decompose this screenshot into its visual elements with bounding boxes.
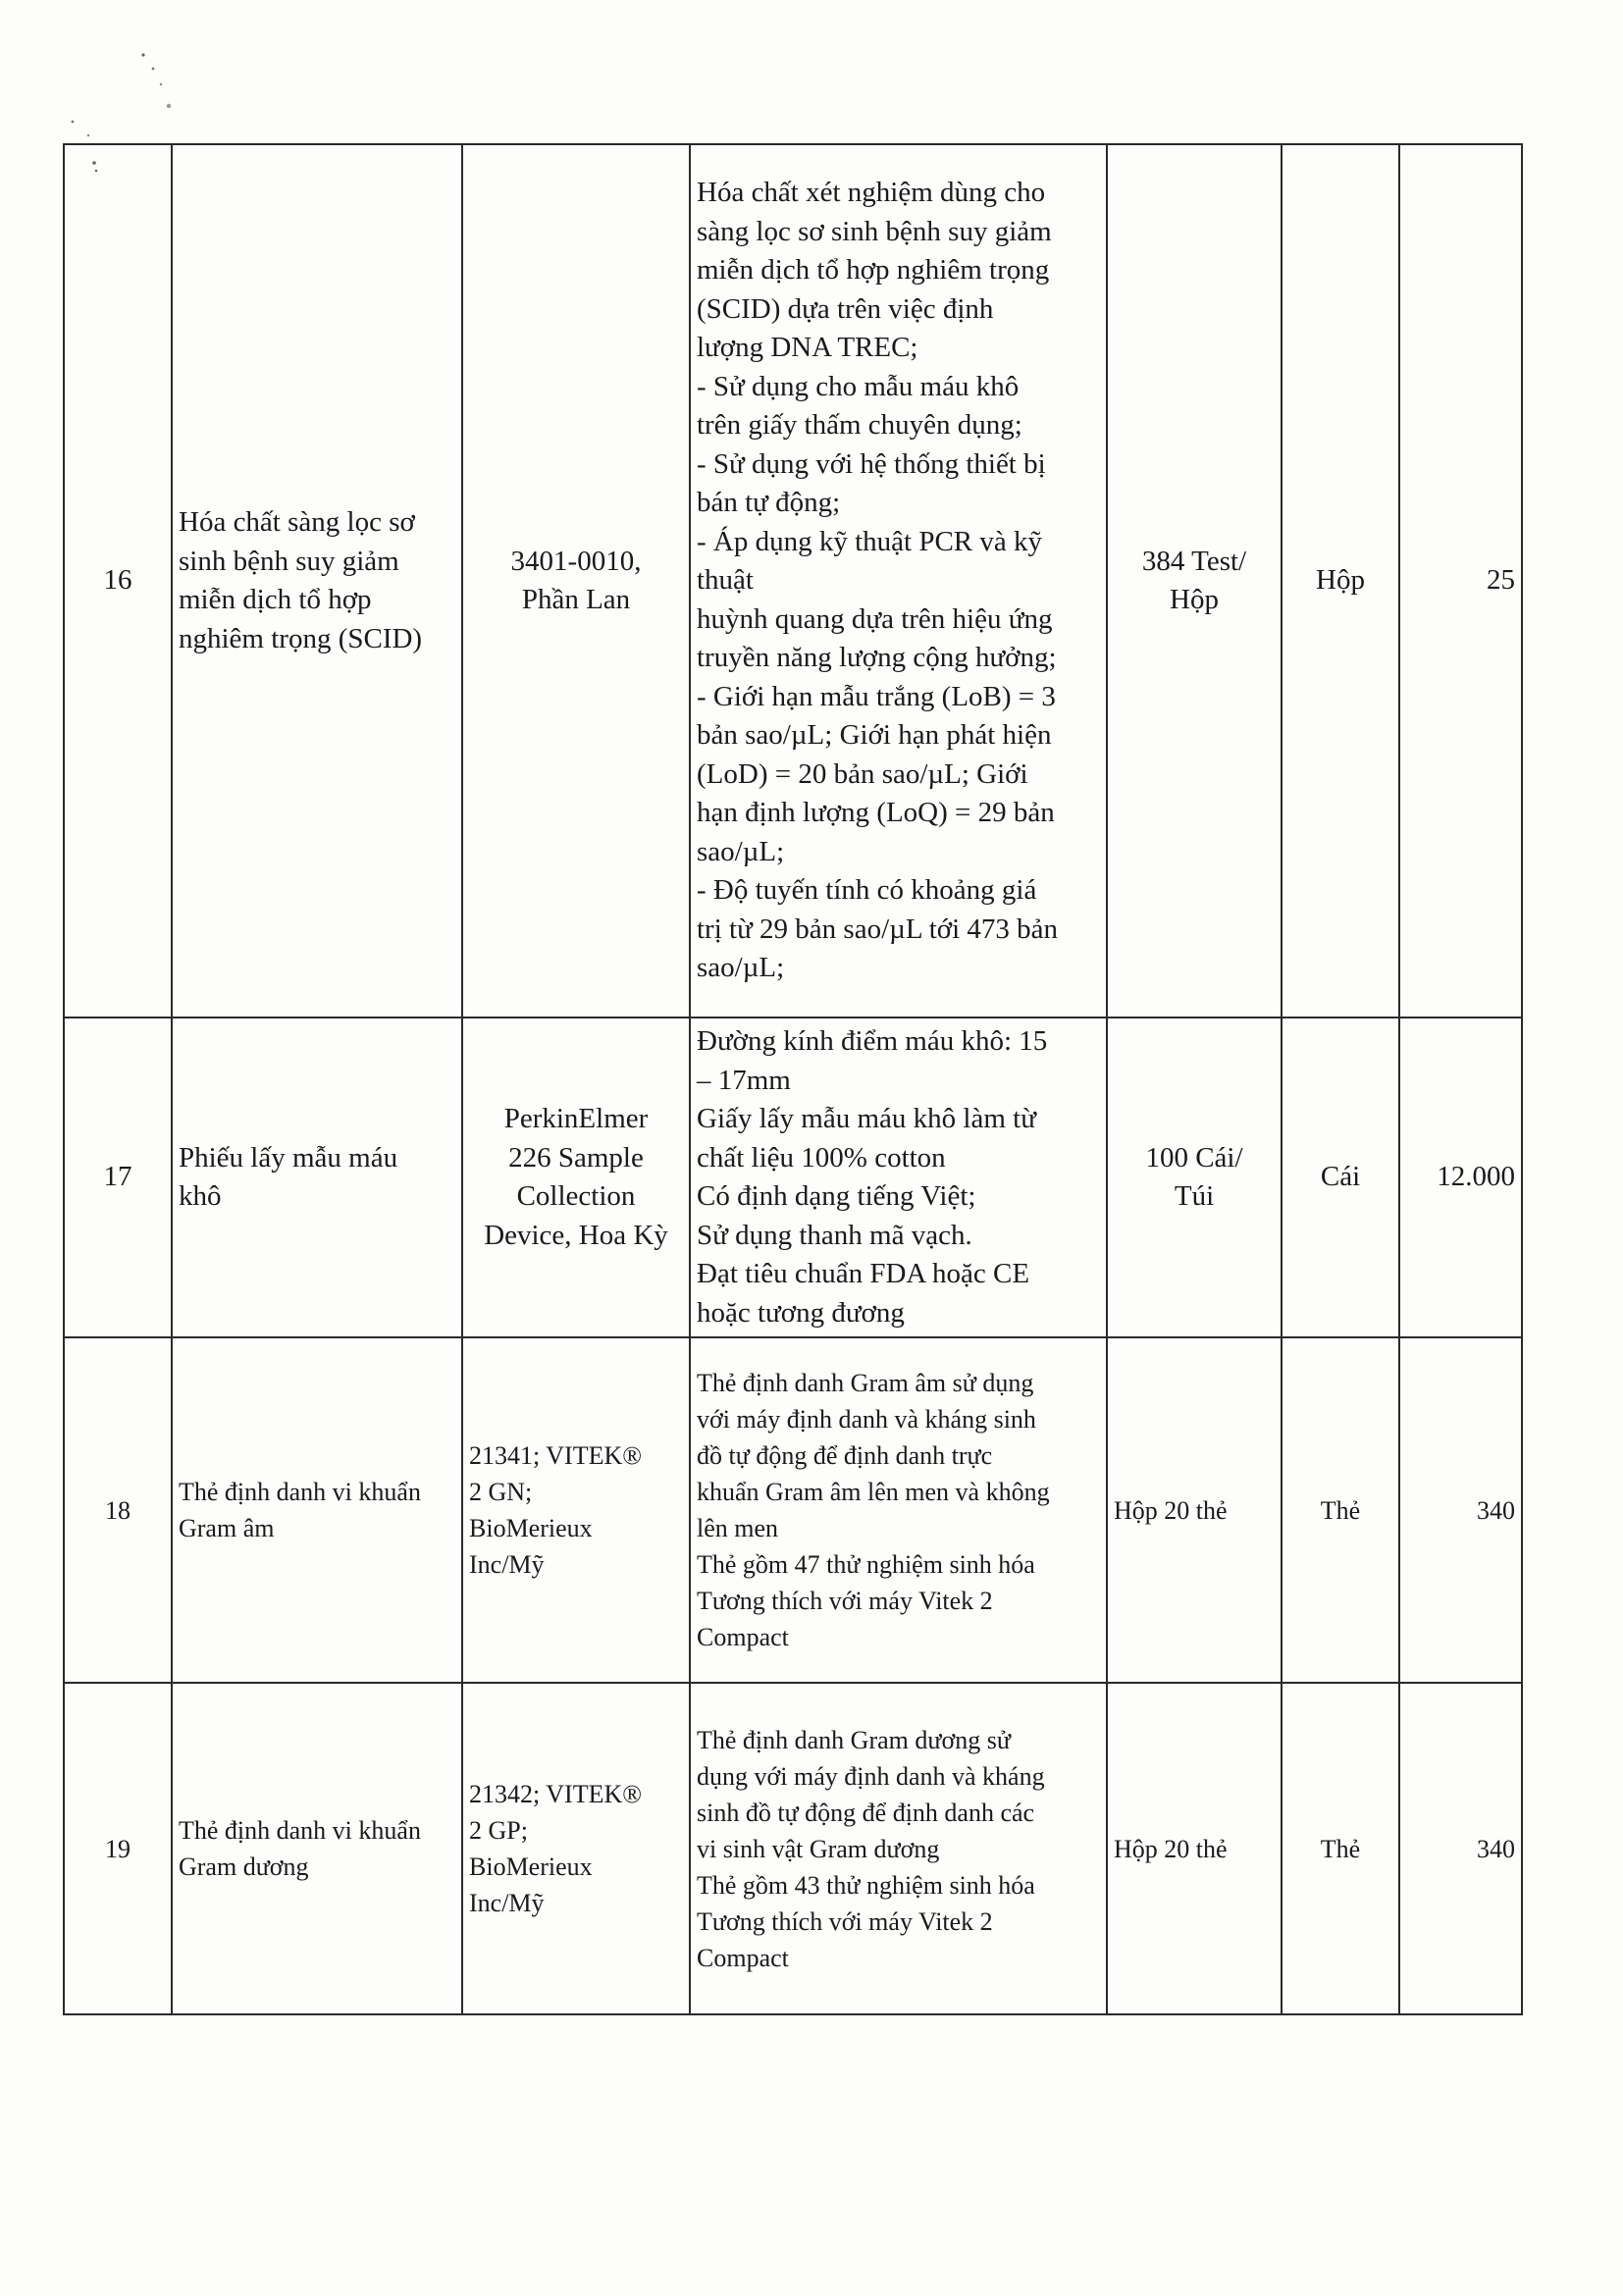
item-spec-line: Compact xyxy=(697,1623,789,1651)
item-code-cell xyxy=(462,144,690,1018)
item-spec-line: (SCID) dựa trên việc định xyxy=(697,292,994,325)
item-unit: Hộp xyxy=(1316,564,1365,597)
item-name-line: Thẻ định danh vi khuẩn xyxy=(179,1478,421,1506)
item-spec-line: hoặc tương đương xyxy=(697,1296,905,1329)
item-spec-line: - Độ tuyến tính có khoảng giá xyxy=(697,874,1037,907)
item-spec-line: Thẻ định danh Gram âm sử dụng xyxy=(697,1369,1034,1397)
item-unit-cell xyxy=(1282,144,1399,1018)
item-name-line: Hóa chất sàng lọc sơ xyxy=(179,506,415,538)
item-code-line: Phần Lan xyxy=(521,584,631,615)
item-spec-line: sinh đồ tự động để định danh các xyxy=(697,1798,1035,1827)
item-packaging-line: Hộp xyxy=(1170,584,1219,615)
item-name-line: Gram dương xyxy=(179,1852,309,1881)
item-code-line: Device, Hoa Kỳ xyxy=(484,1219,668,1251)
item-code-line: 21341; VITEK® xyxy=(469,1441,642,1470)
item-spec-line: dụng với máy định danh và kháng xyxy=(697,1761,1045,1791)
item-code-line: PerkinElmer xyxy=(503,1103,649,1134)
row-number-cell xyxy=(64,1683,172,2014)
item-spec-line: - Sử dụng cho mẫu máu khô xyxy=(697,370,1020,402)
item-spec-line: chất liệu 100% cotton xyxy=(697,1141,946,1174)
row-number-cell xyxy=(64,1018,172,1337)
item-quantity: 12.000 xyxy=(1437,1161,1515,1193)
item-spec-cell xyxy=(690,1018,1107,1337)
item-packaging-line: 100 Cái/ xyxy=(1145,1141,1243,1174)
item-spec-line: - Giới hạn mẫu trắng (LoB) = 3 xyxy=(697,680,1056,712)
item-packaging-cell xyxy=(1107,1337,1282,1683)
item-quantity: 25 xyxy=(1487,564,1515,597)
item-spec-line: thuật xyxy=(697,564,754,597)
item-spec-line: Thẻ định danh Gram dương sử xyxy=(697,1725,1011,1754)
row-number-cell xyxy=(64,144,172,1018)
item-packaging-cell xyxy=(1107,144,1282,1018)
item-spec-line: trị từ 29 bản sao/µL tới 473 bản xyxy=(697,913,1059,945)
item-spec-line: sàng lọc sơ sinh bệnh suy giảm xyxy=(697,215,1052,247)
item-name-line: nghiêm trọng (SCID) xyxy=(179,622,423,654)
item-unit: Thẻ xyxy=(1320,1834,1361,1863)
item-packaging-cell xyxy=(1107,1683,1282,2014)
item-spec-line: Giấy lấy mẫu máu khô làm từ xyxy=(697,1103,1036,1134)
item-name-line: sinh bệnh suy giảm xyxy=(179,545,399,577)
item-quantity-cell xyxy=(1399,1018,1522,1337)
item-spec-line: đồ tự động để định danh trực xyxy=(697,1441,993,1470)
item-packaging-line: Hộp 20 thẻ xyxy=(1114,1834,1228,1863)
table-row xyxy=(64,1683,1522,2014)
item-code-cell xyxy=(462,1018,690,1337)
item-code-line: Collection xyxy=(516,1180,636,1212)
item-packaging-cell xyxy=(1107,1018,1282,1337)
item-code-line: 3401-0010, xyxy=(510,545,642,577)
item-unit: Thẻ xyxy=(1320,1495,1361,1525)
item-spec-line: với máy định danh và kháng sinh xyxy=(697,1405,1036,1434)
item-packaging-line: Túi xyxy=(1174,1180,1215,1212)
row-number: 17 xyxy=(103,1161,132,1193)
item-unit-cell xyxy=(1282,1337,1399,1683)
item-code-line: Inc/Mỹ xyxy=(469,1550,545,1579)
item-code-line: BioMerieux xyxy=(469,1852,593,1881)
item-spec-line: (LoD) = 20 bản sao/µL; Giới xyxy=(697,757,1028,790)
item-spec-line: truyền năng lượng cộng hưởng; xyxy=(697,642,1057,674)
item-spec-line: lượng DNA TREC; xyxy=(697,332,918,364)
item-spec-line: – 17mm xyxy=(697,1064,791,1096)
item-name-line: miễn dịch tổ hợp xyxy=(179,584,372,615)
item-spec-line: - Áp dụng kỹ thuật PCR và kỹ xyxy=(697,525,1043,557)
item-spec-line: bán tự động; xyxy=(697,487,841,519)
item-name-cell xyxy=(172,144,462,1018)
item-spec-line: huỳnh quang dựa trên hiệu ứng xyxy=(697,602,1053,635)
item-spec-line: Hóa chất xét nghiệm dùng cho xyxy=(697,177,1046,209)
item-packaging-line: Hộp 20 thẻ xyxy=(1114,1495,1228,1525)
item-code-cell xyxy=(462,1683,690,2014)
item-quantity-cell xyxy=(1399,1337,1522,1683)
item-quantity-cell xyxy=(1399,144,1522,1018)
item-quantity: 340 xyxy=(1477,1834,1515,1863)
item-spec-line: - Sử dụng với hệ thống thiết bị xyxy=(697,447,1046,480)
table-row xyxy=(64,1337,1522,1683)
row-number: 19 xyxy=(105,1834,131,1863)
item-name-cell xyxy=(172,1337,462,1683)
item-spec-line: hạn định lượng (LoQ) = 29 bản xyxy=(697,797,1055,829)
item-name-cell xyxy=(172,1683,462,2014)
table-row xyxy=(64,144,1522,1018)
item-spec-line: Sử dụng thanh mã vạch. xyxy=(697,1219,972,1251)
items-table xyxy=(63,143,1523,2015)
item-spec-line: khuẩn Gram âm lên men và không xyxy=(697,1478,1050,1506)
item-name-line: Thẻ định danh vi khuẩn xyxy=(179,1816,421,1845)
item-name-line: khô xyxy=(179,1180,222,1212)
item-code-cell xyxy=(462,1337,690,1683)
item-name-line: Phiếu lấy mẫu máu xyxy=(179,1141,398,1174)
item-spec-line: vi sinh vật Gram dương xyxy=(697,1834,940,1863)
item-code-line: 2 GP; xyxy=(469,1816,528,1845)
item-spec-line: Thẻ gồm 43 thử nghiệm sinh hóa xyxy=(697,1870,1035,1900)
row-number-cell xyxy=(64,1337,172,1683)
item-spec-line: trên giấy thấm chuyên dụng; xyxy=(697,409,1022,442)
item-quantity: 340 xyxy=(1477,1495,1515,1525)
item-spec-line: Tương thích với máy Vitek 2 xyxy=(697,1906,993,1936)
item-spec-line: Tương thích với máy Vitek 2 xyxy=(697,1587,993,1615)
item-code-line: 226 Sample xyxy=(508,1141,644,1174)
item-spec-line: Compact xyxy=(697,1943,789,1972)
item-code-line: 2 GN; xyxy=(469,1478,533,1506)
item-spec-line: Đạt tiêu chuẩn FDA hoặc CE xyxy=(697,1258,1030,1289)
item-code-line: Inc/Mỹ xyxy=(469,1889,545,1917)
item-quantity-cell xyxy=(1399,1683,1522,2014)
item-spec-line: sao/µL; xyxy=(697,835,785,867)
item-code-line: 21342; VITEK® xyxy=(469,1780,642,1808)
row-number: 18 xyxy=(105,1495,131,1525)
item-spec-line: bản sao/µL; Giới hạn phát hiện xyxy=(697,719,1052,752)
item-spec-cell xyxy=(690,1337,1107,1683)
item-unit-cell xyxy=(1282,1683,1399,2014)
item-spec-line: Thẻ gồm 47 thử nghiệm sinh hóa xyxy=(697,1550,1035,1579)
item-spec-cell xyxy=(690,1683,1107,2014)
item-spec-line: Có định dạng tiếng Việt; xyxy=(697,1180,976,1212)
item-spec-line: miễn dịch tổ hợp nghiêm trọng xyxy=(697,254,1050,287)
item-unit-cell xyxy=(1282,1018,1399,1337)
item-spec-line: Đường kính điểm máu khô: 15 xyxy=(697,1025,1048,1057)
item-name-cell xyxy=(172,1018,462,1337)
item-name-line: Gram âm xyxy=(179,1514,275,1542)
item-code-line: BioMerieux xyxy=(469,1514,593,1542)
item-spec-line: lên men xyxy=(697,1514,779,1542)
item-packaging-line: 384 Test/ xyxy=(1141,545,1247,577)
item-spec-line: sao/µL; xyxy=(697,952,785,984)
table-row xyxy=(64,1018,1522,1337)
row-number: 16 xyxy=(103,564,132,597)
item-unit: Cái xyxy=(1320,1161,1361,1193)
item-spec-cell xyxy=(690,144,1107,1018)
